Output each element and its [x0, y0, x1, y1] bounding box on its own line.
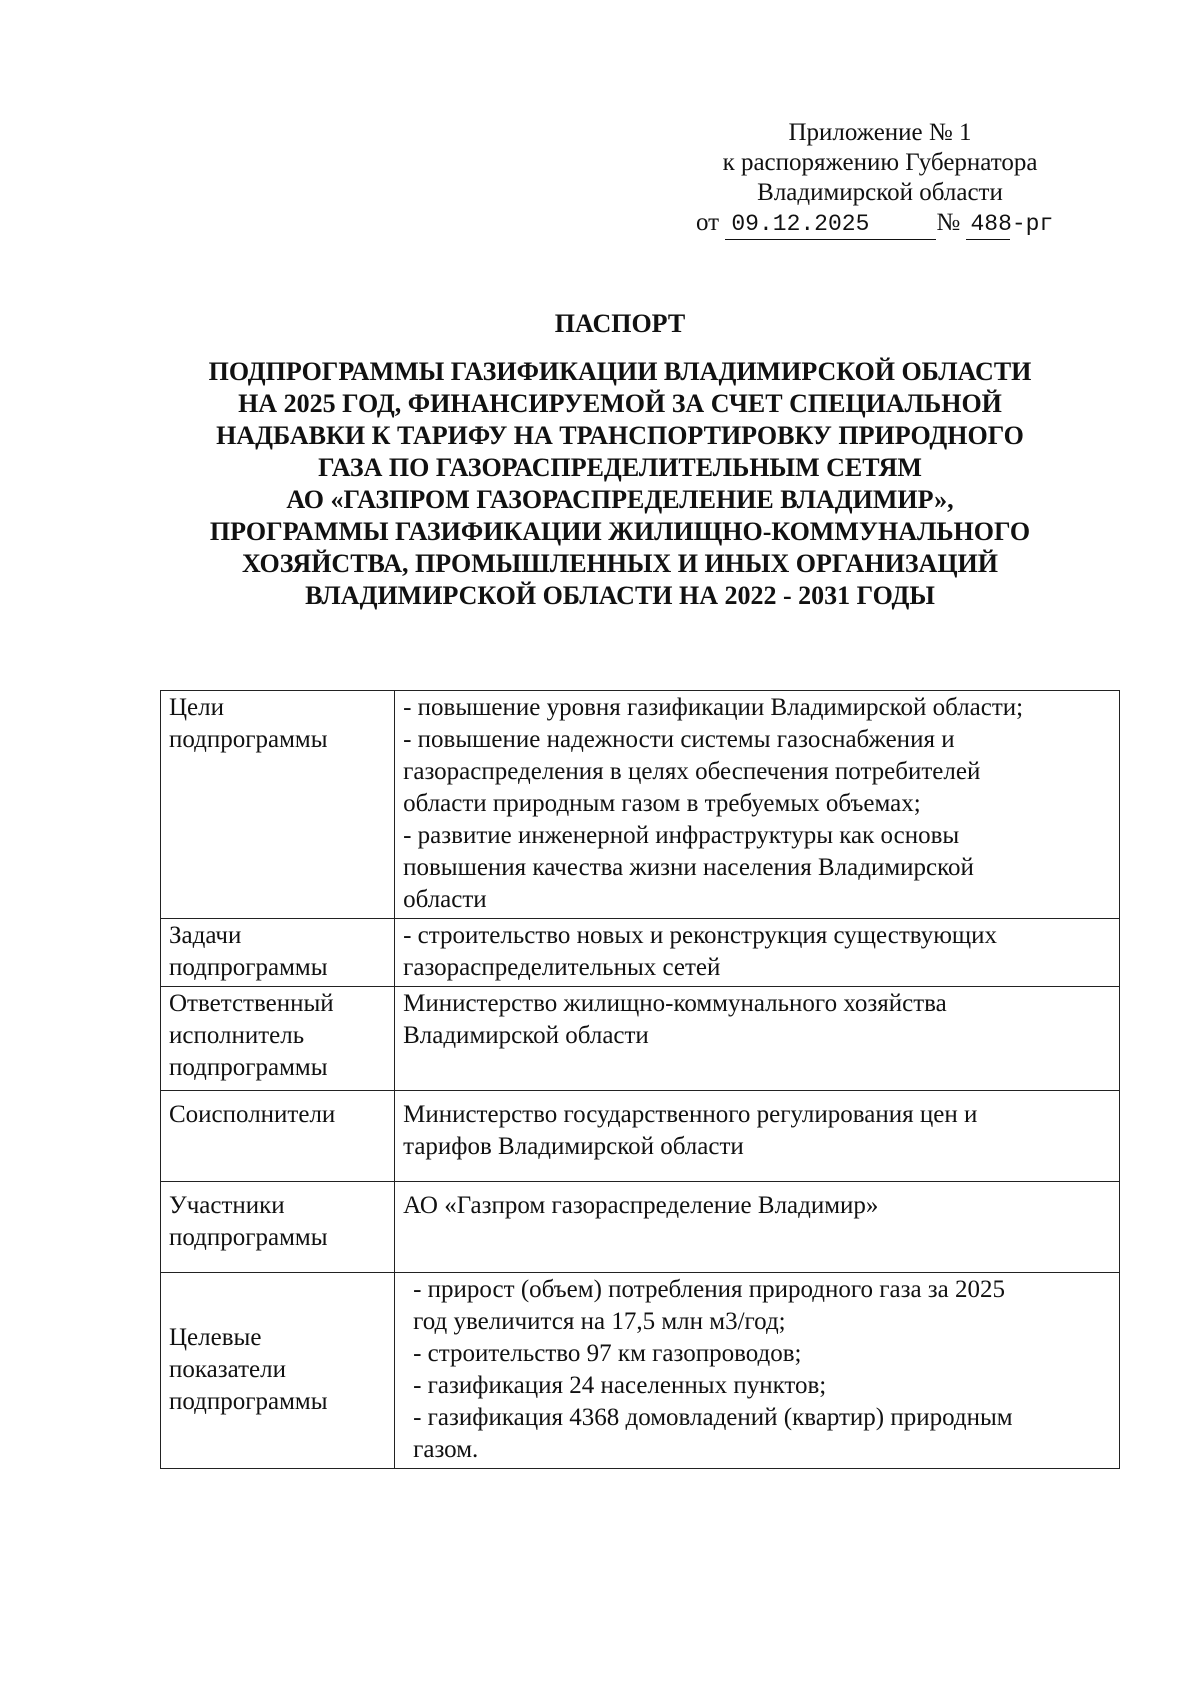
row-co-executors	[161, 1091, 1120, 1182]
title-line: АО «ГАЗПРОМ ГАЗОРАСПРЕДЕЛЕНИЕ ВЛАДИМИР»,	[286, 485, 954, 514]
value-line: год увеличится на 17,5 млн м3/год;	[413, 1308, 786, 1335]
label-line: Ответственный	[169, 990, 334, 1017]
label-line: исполнитель	[169, 1022, 305, 1049]
label-line: подпрограммы	[169, 1224, 328, 1251]
row-targets	[161, 1273, 1120, 1469]
row-value-targets	[395, 1273, 1120, 1469]
value-line: - газификация 4368 домовладений (квартир) природным	[413, 1404, 1013, 1431]
title-line: ХОЗЯЙСТВА, ПРОМЫШЛЕННЫХ И ИНЫХ ОРГАНИЗАЦИЙ	[242, 549, 998, 578]
title-line: ПРОГРАММЫ ГАЗИФИКАЦИИ ЖИЛИЩНО-КОММУНАЛЬНОГО	[209, 517, 1031, 546]
value-line: - повышение уровня газификации Владимирской области;	[403, 694, 1024, 721]
value-line: - развитие инженерной инфраструктуры как основы	[403, 822, 960, 849]
row-goals	[161, 691, 1120, 919]
date-prefix: от	[696, 209, 720, 236]
title-line: ГАЗА ПО ГАЗОРАСПРЕДЕЛИТЕЛЬНЫМ СЕТЯМ	[318, 453, 922, 482]
row-value-goals	[395, 691, 1120, 919]
label-line: Цели	[169, 694, 225, 721]
label-line: Соисполнители	[169, 1101, 336, 1128]
row-label-participants	[161, 1182, 395, 1273]
row-label-co-executors	[161, 1091, 395, 1182]
appendix-line-3: Владимирской области	[757, 179, 1003, 206]
value-line: газораспределения в целях обеспечения потребителей	[403, 758, 981, 785]
row-value-co-executors	[395, 1091, 1120, 1182]
appendix-line-1: Приложение № 1	[788, 119, 972, 146]
value-line: - прирост (объем) потребления природного газа за 2025	[413, 1276, 1006, 1303]
document-date: 09.12.2025	[725, 209, 936, 240]
appendix-header	[660, 118, 1100, 240]
document-title	[160, 308, 1080, 612]
value-line: тарифов Владимирской области	[403, 1133, 744, 1160]
value-line: Министерство жилищно-коммунального хозяйства	[403, 990, 947, 1017]
value-line: - строительство 97 км газопроводов;	[413, 1340, 802, 1367]
value-line: Министерство государственного регулирования цен и	[403, 1101, 978, 1128]
label-line: подпрограммы	[169, 726, 328, 753]
number-prefix: №	[936, 209, 961, 236]
row-label-targets	[161, 1273, 395, 1469]
row-label-responsible	[161, 987, 395, 1091]
value-line: - строительство новых и реконструкция существующих	[403, 922, 998, 949]
title-heading: ПАСПОРТ	[554, 309, 686, 338]
row-responsible	[161, 987, 1120, 1091]
value-line: газораспределительных сетей	[403, 954, 721, 981]
row-value-responsible	[395, 987, 1120, 1091]
row-label-goals	[161, 691, 395, 919]
label-line: подпрограммы	[169, 1054, 328, 1081]
appendix-line-2: к распоряжению Губернатора	[722, 149, 1038, 176]
label-line: Участники	[169, 1192, 285, 1219]
document-number: 488-рг	[966, 209, 1010, 240]
title-line: ПОДПРОГРАММЫ ГАЗИФИКАЦИИ ВЛАДИМИРСКОЙ ОБЛАСТИ	[208, 357, 1032, 386]
value-line: - газификация 24 населенных пунктов;	[413, 1372, 827, 1399]
appendix-date-number-line	[660, 208, 1100, 240]
row-value-tasks	[395, 919, 1120, 987]
title-line: ВЛАДИМИРСКОЙ ОБЛАСТИ НА 2022 - 2031 ГОДЫ	[305, 581, 935, 610]
passport-table	[160, 690, 1120, 1469]
label-line: Задачи	[169, 922, 242, 949]
row-value-participants	[395, 1182, 1120, 1273]
value-line: - повышение надежности системы газоснабжения и	[403, 726, 955, 753]
value-line: повышения качества жизни населения Владимирской	[403, 854, 974, 881]
title-line: НА 2025 ГОД, ФИНАНСИРУЕМОЙ ЗА СЧЕТ СПЕЦИАЛЬНОЙ	[238, 389, 1002, 418]
value-line: АО «Газпром газораспределение Владимир»	[403, 1192, 879, 1219]
row-participants	[161, 1182, 1120, 1273]
value-line: газом.	[413, 1436, 479, 1463]
value-line: области природным газом в требуемых объемах;	[403, 790, 921, 817]
value-line: области	[403, 886, 487, 913]
label-line: Целевые	[169, 1324, 262, 1351]
row-label-tasks	[161, 919, 395, 987]
label-line: подпрограммы	[169, 954, 328, 981]
label-line: показатели	[169, 1356, 286, 1383]
value-line: Владимирской области	[403, 1022, 649, 1049]
label-line: подпрограммы	[169, 1388, 328, 1415]
title-line: НАДБАВКИ К ТАРИФУ НА ТРАНСПОРТИРОВКУ ПРИРОДНОГО	[216, 421, 1024, 450]
row-tasks	[161, 919, 1120, 987]
